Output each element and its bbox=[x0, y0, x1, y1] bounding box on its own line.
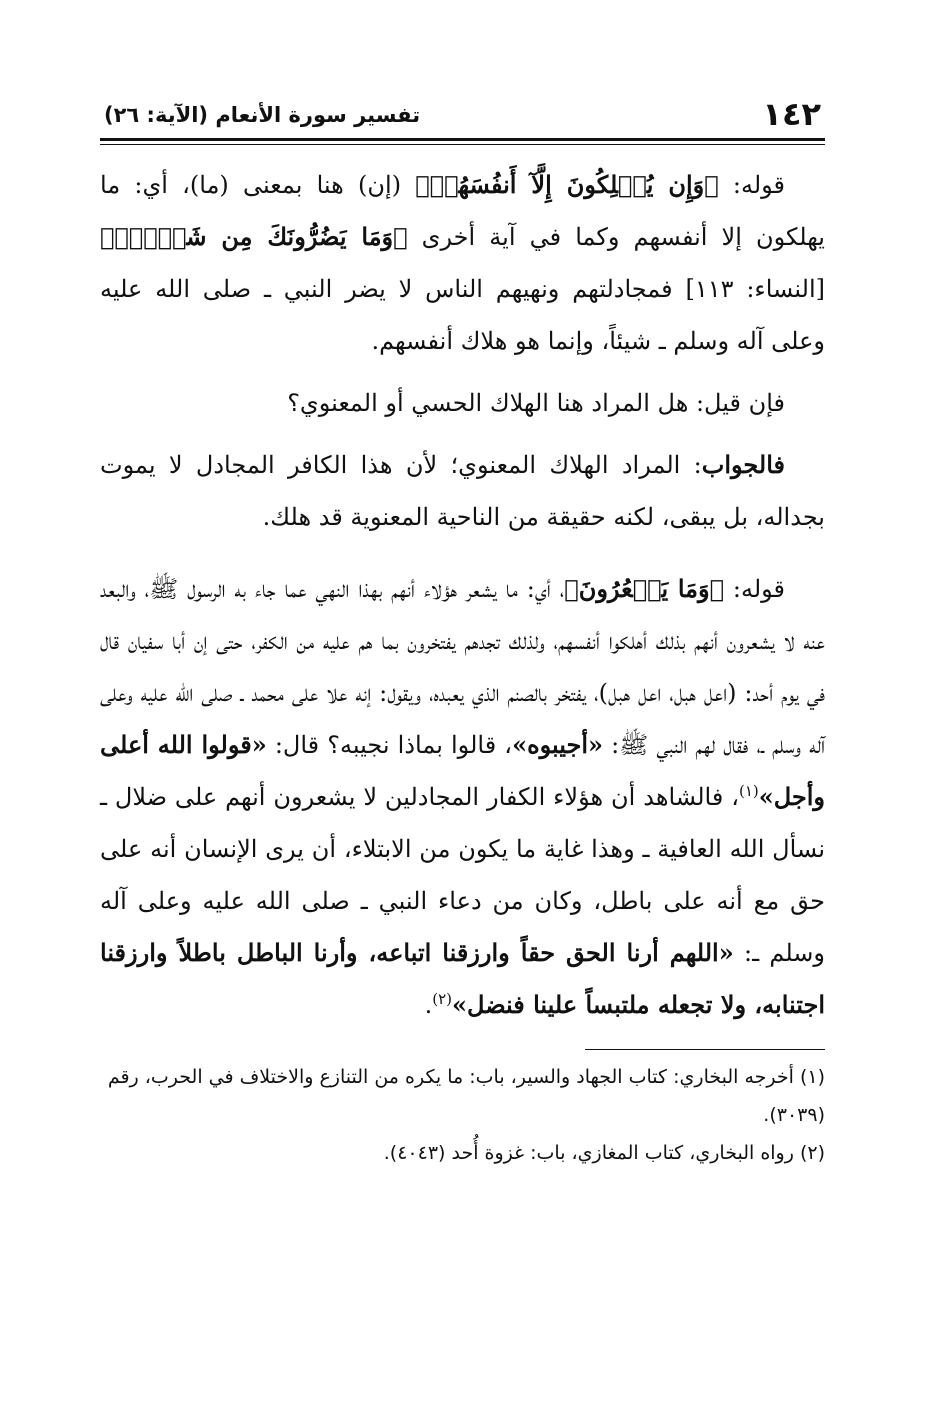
page-header bbox=[100, 78, 825, 133]
hadith-quote-1: «أجيبوه» bbox=[512, 730, 604, 759]
paragraph-1-text-c: [النساء: ١١٣] فمجادلتهم ونهيهم الناس لا يضر النبي ـ صلى الله عليه وعلى آله وسلم ـ شيئاً، وإنما هو هلاك أنفسهم. bbox=[100, 275, 825, 355]
paragraph-3-text: : المراد الهلاك المعنوي؛ لأن هذا الكافر المجادل لا يموت بجداله، بل يبقى، لكنه حقيقة من الناحية المعنوية قد هلك. bbox=[100, 451, 825, 531]
footnote-separator bbox=[585, 1049, 825, 1050]
quran-verse-3: ﴿وَمَا يَشۡعُرُونَ﴾ bbox=[564, 574, 724, 603]
paragraph-1-text-b: (إن) هنا بمعنى (ما)، أي: ما يهلكون إلا أنفسهم وكما في آية أخرى bbox=[100, 171, 825, 251]
hadith-quote-2: «قولوا الله أعلى وأجل» bbox=[100, 730, 826, 811]
paragraph-4-text-e: . bbox=[424, 991, 433, 1019]
paragraph-3 bbox=[100, 439, 825, 543]
main-text bbox=[100, 159, 825, 1031]
paragraph-4-text-a: قوله: bbox=[724, 575, 786, 603]
footnotes bbox=[100, 1058, 825, 1172]
paragraph-1 bbox=[100, 159, 825, 367]
paragraph-2-text: فإن قيل: هل المراد هنا الهلاك الحسي أو المعنوي؟ bbox=[287, 389, 785, 417]
footnote-ref-2: (٢) bbox=[432, 990, 453, 1008]
header-rule-thin bbox=[100, 144, 825, 145]
answer-lead: فالجواب bbox=[701, 450, 785, 479]
book-page bbox=[100, 78, 825, 1172]
footnote-1: (١) أخرجه البخاري: كتاب الجهاد والسير، باب: ما يكره من التنازع والاختلاف في الحرب، رقم (٣٠٣٩). bbox=[107, 1066, 825, 1126]
paragraph-4-text-c: ، قالوا بماذا نجيبه؟ قال: bbox=[266, 731, 513, 759]
paragraph-4-text-d: ، فالشاهد أن هؤلاء الكفار المجادلين لا يشعرون أنهم على ضلال ـ نسأل الله العافية ـ وهذا غاية ما يكون من الابتلاء، أن يرى الإنسان أنه على حق مع أنه على باطل، وكان من دعاء النبي ـ صلى الله عليه وعلى آله وسلم ـ: bbox=[100, 783, 825, 967]
header-rule-thick bbox=[100, 138, 825, 141]
quran-verse-2: ﴿وَمَا يَضُرُّونَكَ مِن شَيۡءٖۚ﴾ bbox=[100, 222, 408, 251]
running-title: تفسير سورة الأنعام (الآية: ٢٦) bbox=[104, 103, 421, 127]
paragraph-1-text-a: قوله: bbox=[718, 171, 785, 199]
page-number: ١٤٢ bbox=[762, 95, 821, 133]
footnote-2: (٢) رواه البخاري، كتاب المغازي، باب: غزوة أُحد (٤٠٤٣). bbox=[383, 1142, 825, 1164]
hadith-quote-3: «اللهم أرنا الحق حقاً وارزقنا اتباعه، وأرنا الباطل باطلاً وارزقنا اجتنابه، ولا تجعله ملتبساً علينا فنضل» bbox=[100, 938, 825, 1019]
footnote-ref-1: (١) bbox=[738, 782, 759, 800]
paragraph-4 bbox=[100, 563, 825, 1031]
paragraph-2 bbox=[100, 377, 825, 429]
paragraph-4-text-b: ، أي: ما يشعر هؤلاء أنهم بهذا النهي عما جاء به الرسول ﷺ، والبعد عنه لا يشعرون أنهم بذلك أهلكوا أنفسهم، ولذلك تجدهم يفتخرون بما هم عليه من الكفر، حتى إن أبا سفيان قال في يوم أحد: (اعل هبل، اعل هبل)، يفتخر بالصنم الذي يعبده، ويقول: إنه علا على محمد ـ صلى الله عليه وعلى آله وسلم ـ، فقال لهم النبي ﷺ: bbox=[100, 575, 825, 759]
quran-verse-1: ﴿وَإِن يُهۡلِكُونَ إِلَّآ أَنفُسَهُمۡ﴾ bbox=[415, 170, 719, 199]
